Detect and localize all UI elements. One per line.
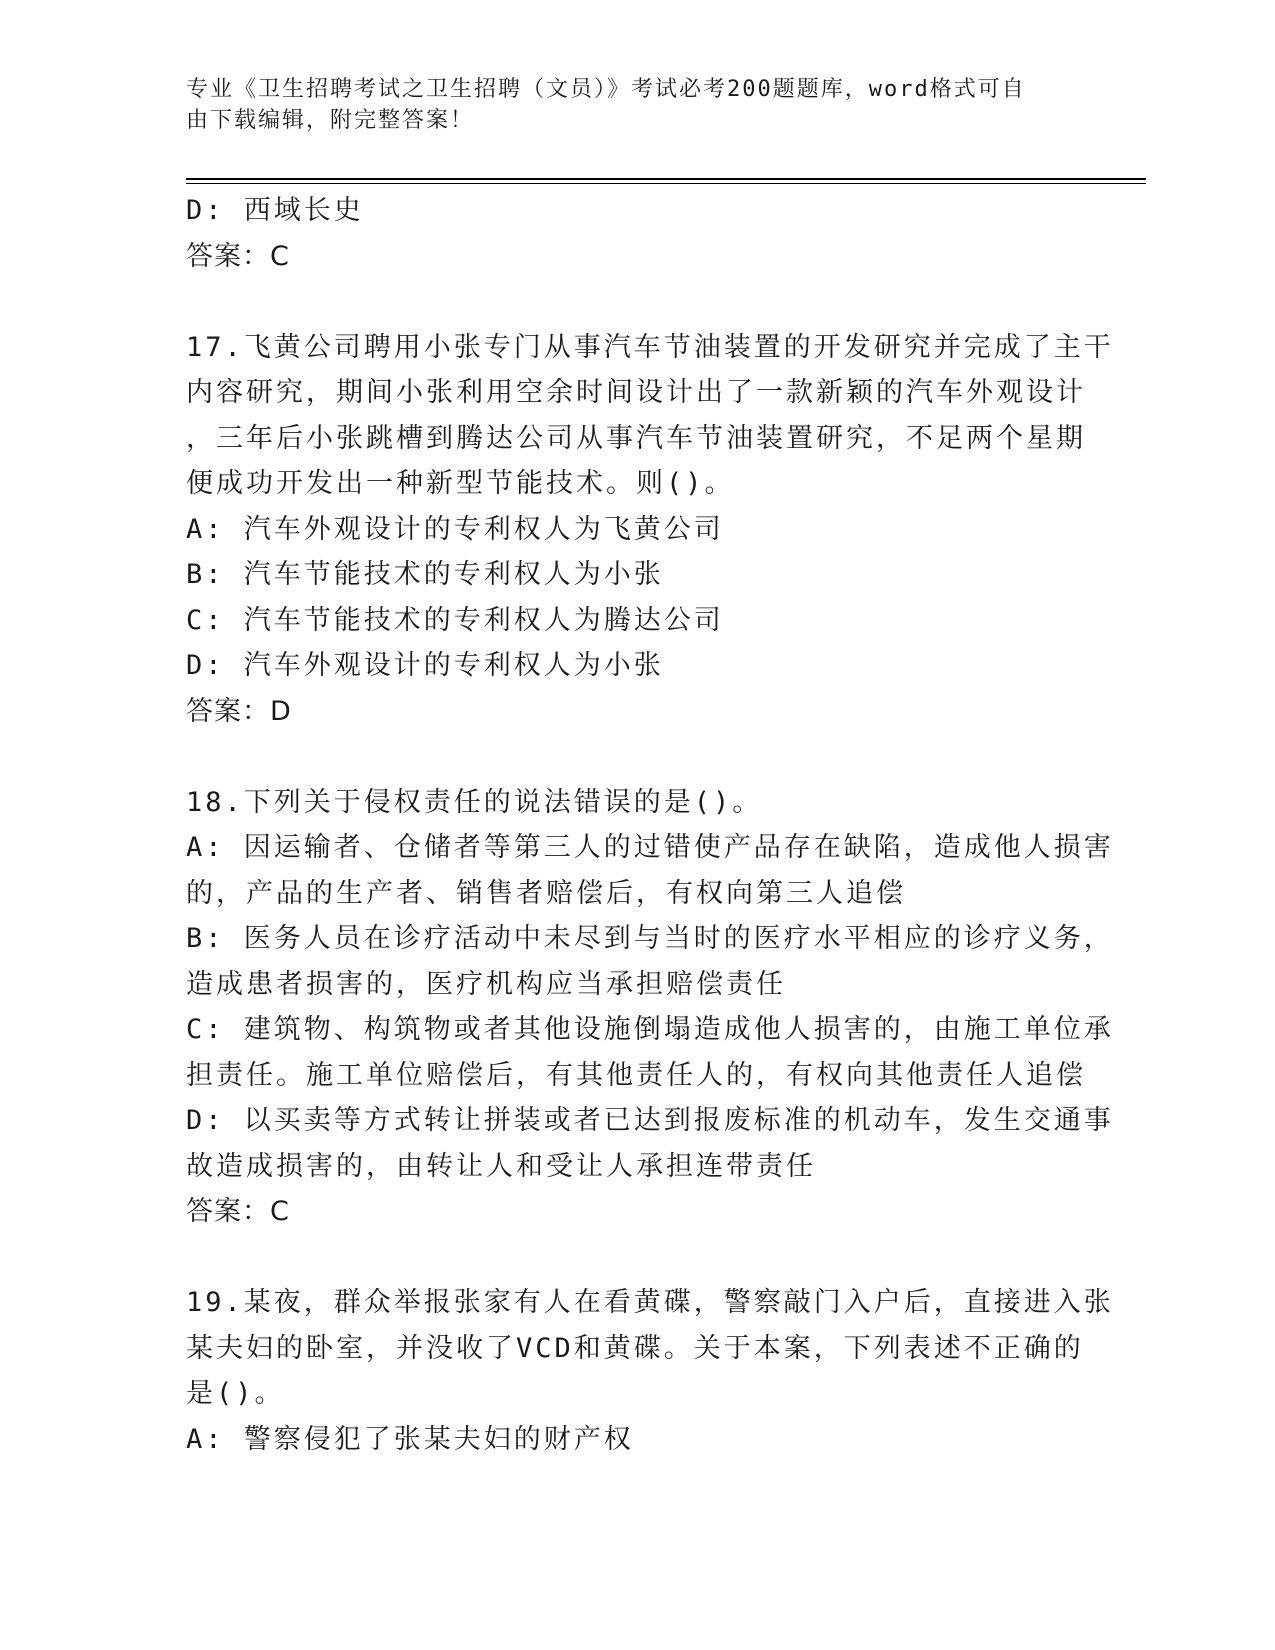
question-17-text-line: 17.飞黄公司聘用小张专门从事汽车节油装置的开发研究并完成了主干: [186, 331, 1114, 363]
header-line-1: 专业《卫生招聘考试之卫生招聘（文员）》考试必考200题题库，word格式可自: [186, 77, 1026, 102]
question-17-text-line: ，三年后小张跳槽到腾达公司从事汽车节油装置研究，不足两个星期: [186, 422, 1086, 454]
question-18-text-line: 18.下列关于侵权责任的说法错误的是()。: [186, 786, 763, 818]
question-18-option-a: A: 因运输者、仓储者等第三人的过错使产品存在缺陷，造成他人损害: [186, 832, 1114, 863]
header-divider-thin: [186, 183, 1146, 184]
spacer: [186, 1235, 1076, 1281]
header-line-2: 由下载编辑，附完整答案！: [186, 108, 475, 133]
question-19-text-line: 是()。: [186, 1378, 285, 1409]
question-17-text-line: 内容研究，期间小张利用空余时间设计出了一款新颖的汽车外观设计: [186, 377, 1086, 408]
question-17-text-line: 便成功开发出一种新型节能技术。则()。: [186, 468, 735, 499]
question-18-option-b-cont: 造成患者损害的，医疗机构应当承担赔偿责任: [186, 968, 786, 1000]
question-17: [186, 325, 1114, 735]
question-19-option-a: A: 警察侵犯了张某夫妇的财产权: [186, 1423, 634, 1455]
question-18-option-b: B: 医务人员在诊疗活动中未尽到与当时的医疗水平相应的诊疗义务，: [186, 923, 1114, 954]
question-17-option-c: C: 汽车节能技术的专利权人为腾达公司: [186, 604, 724, 636]
page-header: [186, 74, 1066, 136]
header-divider-thick: [186, 178, 1146, 180]
question-18-answer: 答案：C: [186, 1196, 290, 1227]
question-18-option-c-cont: 担责任。施工单位赔偿后，有其他责任人的，有权向其他责任人追偿: [186, 1059, 1086, 1091]
question-18-option-c: C: 建筑物、构筑物或者其他设施倒塌造成他人损害的，由施工单位承: [186, 1014, 1114, 1045]
spacer: [186, 279, 1076, 325]
question-19-text-line: 19.某夜，群众举报张家有人在看黄碟，警察敲门入户后，直接进入张: [186, 1287, 1114, 1318]
question-19-text-line: 某夫妇的卧室，并没收了VCD和黄碟。关于本案，下列表述不正确的: [186, 1332, 1084, 1364]
document-body: [186, 188, 1114, 1462]
prev-answer: 答案：C: [186, 240, 290, 272]
question-17-option-a: A: 汽车外观设计的专利权人为飞黄公司: [186, 513, 724, 545]
question-18-option-d: D: 以买卖等方式转让拼装或者已达到报废标准的机动车，发生交通事: [186, 1105, 1114, 1136]
spacer: [186, 734, 1076, 780]
question-18-option-a-cont: 的，产品的生产者、销售者赔偿后，有权向第三人追偿: [186, 877, 906, 909]
prev-option-d: D: 西域长史: [186, 195, 364, 226]
question-18: [186, 780, 1114, 1235]
question-17-answer: 答案：D: [186, 695, 292, 727]
question-18-option-d-cont: 故造成损害的，由转让人和受让人承担连带责任: [186, 1150, 816, 1182]
question-17-option-b: B: 汽车节能技术的专利权人为小张: [186, 559, 664, 590]
question-19: [186, 1280, 1114, 1462]
question-17-option-d: D: 汽车外观设计的专利权人为小张: [186, 650, 664, 681]
